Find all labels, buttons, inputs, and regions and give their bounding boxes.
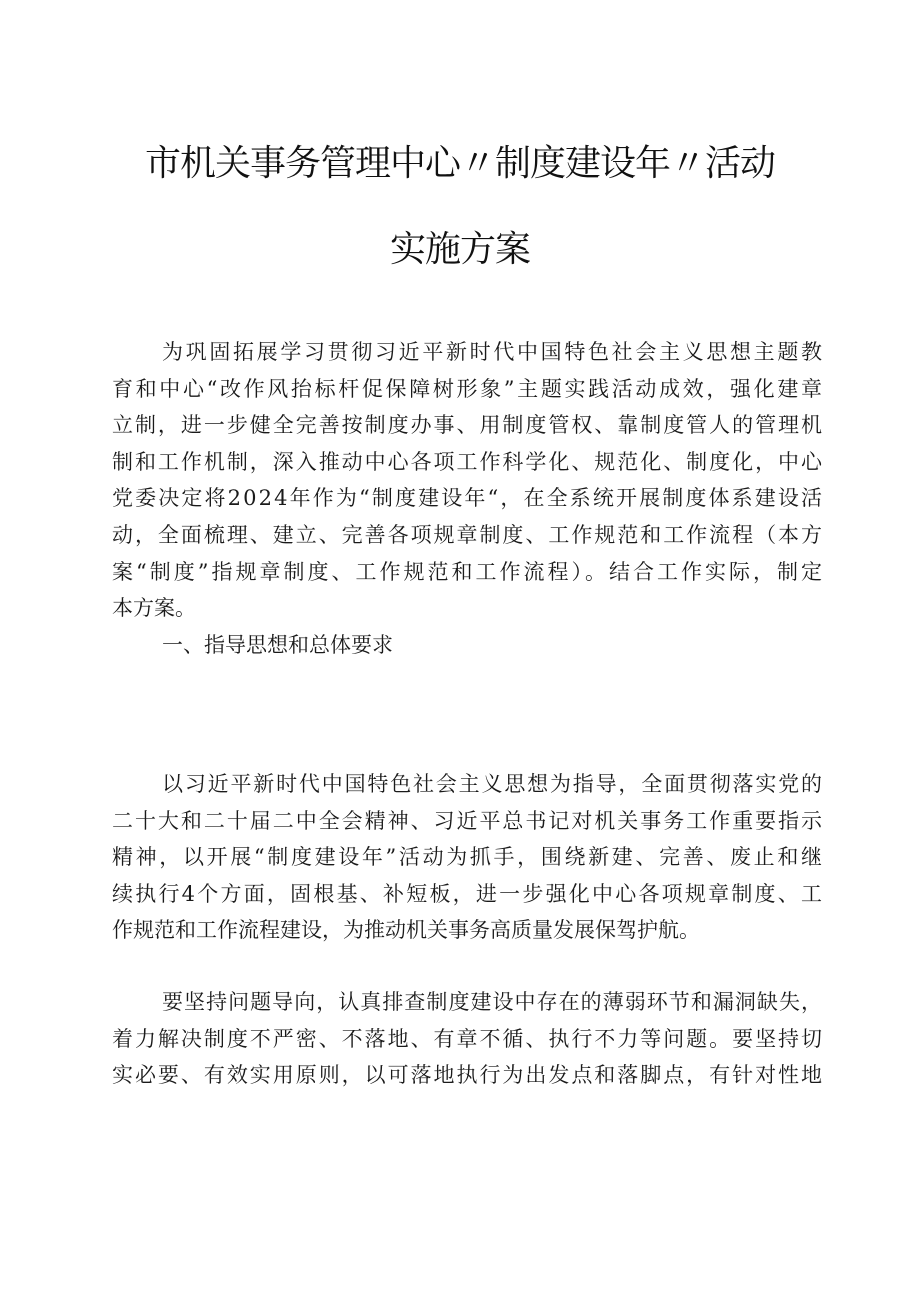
section-heading-1: 一、指导思想和总体要求 [162, 632, 393, 657]
paragraph-guiding-ideology [112, 766, 825, 949]
paragraph-requirements [112, 984, 822, 1094]
text-line: 实必要、有效实用原则，以可落地执行为出发点和落脚点，有针对性地 [112, 1063, 824, 1088]
text-line: 精神，以开展“制度建设年”活动为抓手，围绕新建、完善、废止和继 [112, 845, 825, 870]
text-line: 党委决定将2024年作为“制度建设年“，在全系统开展制度体系建设活 [112, 486, 825, 511]
text-line: 为巩固拓展学习贯彻习近平新时代中国特色社会主义思想主题教 [162, 340, 825, 364]
text-line: 作规范和工作流程建设，为推动机关事务高质量发展保驾护航。 [112, 918, 700, 943]
text-line: 立制，进一步健全完善按制度办事、用制度管权、靠制度管人的管理机 [112, 413, 824, 438]
text-line: 案“制度”指规章制度、工作规范和工作流程）。结合工作实际，制定 [112, 559, 825, 584]
document-title-line-2: 实施方案 [389, 229, 530, 270]
paragraph-intro [112, 334, 825, 663]
text-line: 本方案。 [112, 596, 196, 621]
text-line: 二十大和二十届二中全会精神、习近平总书记对机关事务工作重要指示 [112, 808, 824, 833]
text-line: 着力解决制度不严密、不落地、有章不循、执行不力等问题。要坚持切 [112, 1026, 824, 1051]
text-line: 要坚持问题导向，认真排查制度建设中存在的薄弱环节和漏洞缺失， [162, 990, 824, 1014]
text-line: 动，全面梳理、建立、完善各项规章制度、工作规范和工作流程（本方 [112, 522, 824, 547]
text-line: 以习近平新时代中国特色社会主义思想为指导，全面贯彻落实党的 [162, 772, 824, 796]
text-line: 制和工作机制，深入推动中心各项工作科学化、规范化、制度化，中心 [112, 449, 824, 474]
text-line: 育和中心“改作风抬标杆促保障树形象”主题实践活动成效，强化建章 [112, 376, 825, 401]
document-title-line-1: 市机关事务管理中心〃制度建设年〃活动 [144, 143, 775, 184]
text-line: 续执行4个方面，固根基、补短板，进一步强化中心各项规章制度、工 [112, 881, 825, 906]
